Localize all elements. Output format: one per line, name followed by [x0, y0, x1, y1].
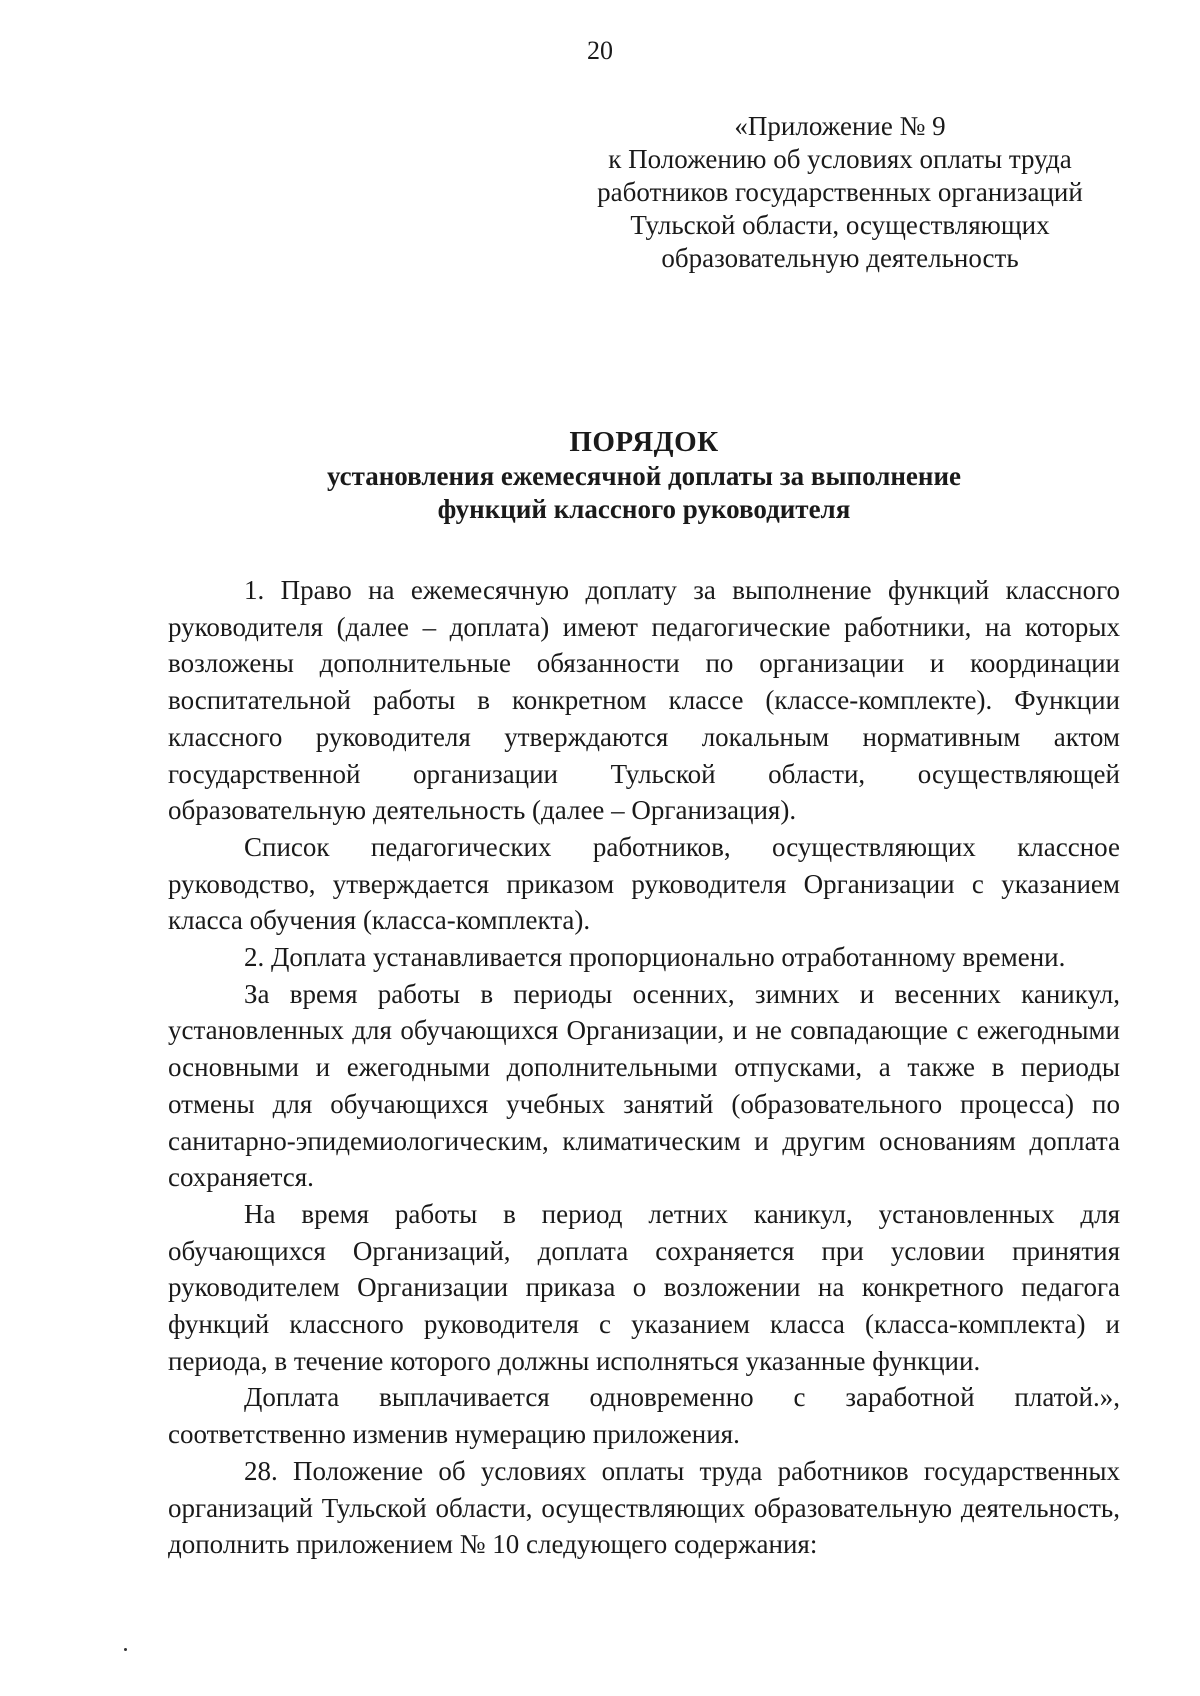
- paragraph-1: 1. Право на ежемесячную доплату за выполнение функций классного руководителя (далее – доплата) имеют педагогические работники, на которых возложены дополнительные обязанности по организации и координации воспитательной работы в конкретном классе (классе-комплекте). Функции классного руководителя утверждаются локальным нормативным актом государственной организации Тульской области, осуществляющей образовательную деятельность (далее – Организация).: [168, 575, 1120, 826]
- paragraph-payment: Доплата выплачивается одновременно с заработной платой.», соответственно изменив нумерацию приложения.: [168, 1382, 1120, 1450]
- document-subtitle-line: установления ежемесячной доплаты за выполнение: [326, 461, 962, 491]
- paragraph-staff-list: Список педагогических работников, осуществляющих классное руководство, утверждается приказом руководителя Организации с указанием класса обучения (класса-комплекта).: [168, 831, 1120, 936]
- paragraph-2: 2. Доплата устанавливается пропорционально отработанному времени.: [244, 942, 1066, 973]
- document-title: ПОРЯДОК: [569, 426, 719, 458]
- appendix-line: работников государственных организаций: [597, 177, 1083, 207]
- paragraph-holidays: За время работы в периоды осенних, зимних и весенних каникул, установленных для обучающихся Организации, и не совпадающие с ежегодными основными и ежегодными дополнительными отпусками, а также в периоды отмены для обучающихся учебных занятий (образовательного процесса) по санитарно-эпидемиологическим, климатическим и другим основаниям доплата сохраняется.: [168, 978, 1120, 1193]
- appendix-line: Тульской области, осуществляющих: [630, 210, 1050, 240]
- appendix-line: образовательную деятельность: [661, 243, 1019, 273]
- scan-speck: [124, 1648, 127, 1651]
- document-subtitle-line: функций классного руководителя: [437, 494, 851, 524]
- page-number: 20: [587, 36, 613, 65]
- document-heading: [168, 424, 1120, 526]
- appendix-line: к Положению об условиях оплаты труда: [608, 144, 1072, 174]
- document-body: [168, 572, 1120, 1563]
- paragraph-28: 28. Положение об условиях оплаты труда работников государственных организаций Тульской области, осуществляющих образовательную деятельность, дополнить приложением № 10 следующего содержания:: [168, 1455, 1120, 1560]
- paragraph-summer: На время работы в период летних каникул, установленных для обучающихся Организаций, доплата сохраняется при условии принятия руководителем Организации приказа о возложении на конкретного педагога функций классного руководителя с указанием класса (класса-комплекта) и периода, в течение которого должны исполняться указанные функции.: [168, 1198, 1120, 1376]
- appendix-reference: [580, 110, 1100, 275]
- appendix-line: «Приложение № 9: [734, 111, 946, 141]
